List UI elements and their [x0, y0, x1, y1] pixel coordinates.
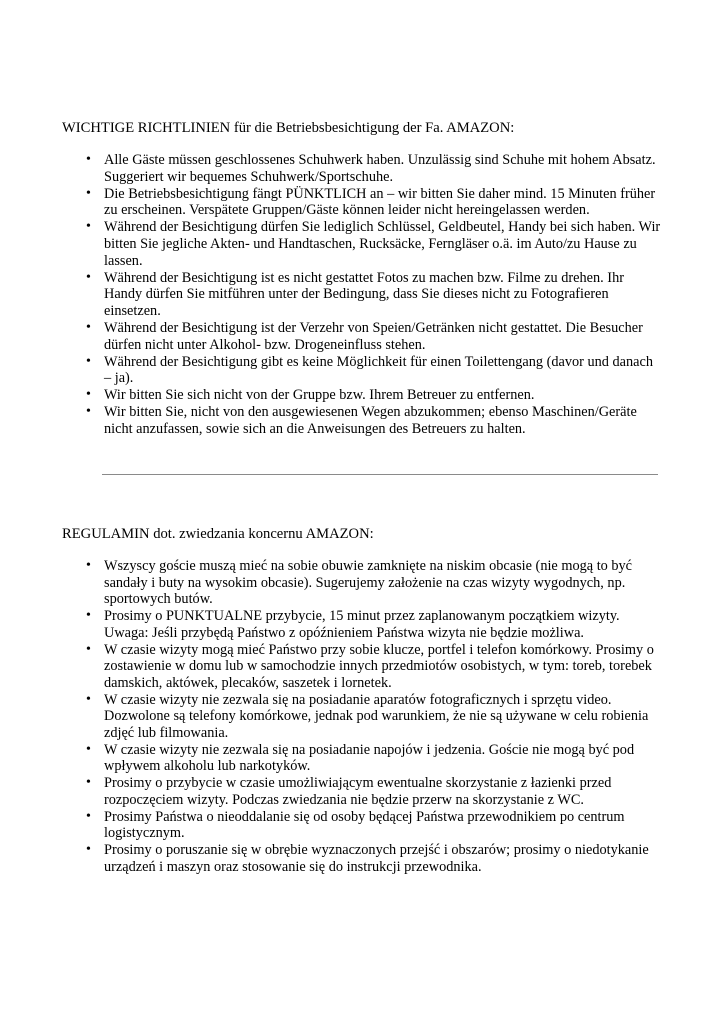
- german-rule-item: • Wir bitten Sie, nicht von den ausgewiesenen Wegen abzukommen; ebenso Maschinen/Geräte nicht anzufassen, sowie sich an die Anweisungen des Betreuers zu halten.: [104, 404, 662, 438]
- polish-regulations-title: REGULAMIN dot. zwiedzania koncernu AMAZON:: [62, 526, 374, 542]
- german-guidelines-list: [62, 152, 662, 438]
- polish-rule-item: • Prosimy o przybycie w czasie umożliwiającym ewentualne skorzystanie z łazienki przed rozpoczęciem wizyty. Podczas zwiedzania nie będzie przerw na skorzystanie z WC.: [104, 775, 662, 808]
- german-guidelines-section: [62, 120, 662, 438]
- polish-rule-item: • W czasie wizyty mogą mieć Państwo przy sobie klucze, portfel i telefon komórkowy. Prosimy o zostawienie w domu lub w samochodzie innych przedmiotów osobistych, w tym: toreb, torebek damskich, aktówek, plecaków, saszetek i lornetek.: [104, 642, 662, 692]
- german-rule-item: • Während der Besichtigung ist es nicht gestattet Fotos zu machen bzw. Filme zu drehen. Ihr Handy dürfen Sie mitführen unter der Bedingung, dass Sie dieses nicht zu Fotografieren einsetzen.: [104, 270, 662, 320]
- polish-rule-item: • Prosimy Państwa o nieoddalanie się od osoby będącej Państwa przewodnikiem po centrum logistycznym.: [104, 809, 662, 842]
- polish-rule-item: • W czasie wizyty nie zezwala się na posiadanie napojów i jedzenia. Goście nie mogą być pod wpływem alkoholu lub narkotyków.: [104, 742, 662, 775]
- polish-regulations-section: [62, 526, 662, 875]
- german-rule-item: • Während der Besichtigung gibt es keine Möglichkeit für einen Toilettengang (davor und danach – ja).: [104, 354, 662, 388]
- german-rule-item: • Die Betriebsbesichtigung fängt PÜNKTLICH an – wir bitten Sie daher mind. 15 Minuten früher zu erscheinen. Verspätete Gruppen/Gäste können leider nicht hereingelassen werden.: [104, 186, 662, 220]
- german-rule-item: • Wir bitten Sie sich nicht von der Gruppe bzw. Ihrem Betreuer zu entfernen.: [104, 387, 662, 404]
- polish-rule-item: • W czasie wizyty nie zezwala się na posiadanie aparatów fotograficznych i sprzętu video. Dozwolone są telefony komórkowe, jednak pod warunkiem, że nie są używane w celu robienia zdjęć lub filmowania.: [104, 692, 662, 742]
- german-guidelines-title: WICHTIGE RICHTLINIEN für die Betriebsbesichtigung der Fa. AMAZON:: [62, 120, 515, 136]
- polish-rule-item: • Prosimy o poruszanie się w obrębie wyznaczonych przejść i obszarów; prosimy o niedotykanie urządzeń i maszyn oraz stosowanie się do instrukcji przewodnika.: [104, 842, 662, 875]
- german-rule-item: • Während der Besichtigung dürfen Sie lediglich Schlüssel, Geldbeutel, Handy bei sich haben. Wir bitten Sie jegliche Akten- und Handtaschen, Rucksäcke, Ferngläser o.ä. im Auto/zu Hause zu lassen.: [104, 219, 662, 269]
- german-rule-item: • Alle Gäste müssen geschlossenes Schuhwerk haben. Unzulässig sind Schuhe mit hohem Absatz. Suggeriert wir bequemes Schuhwerk/Sportschuhe.: [104, 152, 662, 186]
- polish-rule-item: • Wszyscy goście muszą mieć na sobie obuwie zamknięte na niskim obcasie (nie mogą to być sandały i buty na wysokim obcasie). Sugerujemy założenie na czas wizyty wygodnych, np. sportowych butów.: [104, 558, 662, 608]
- section-divider: [102, 474, 658, 475]
- polish-rule-item: • Prosimy o PUNKTUALNE przybycie, 15 minut przez zaplanowanym początkiem wizyty. Uwaga: Jeśli przybędą Państwo z opóźnieniem Państwa wizyta nie będzie możliwa.: [104, 608, 662, 641]
- polish-regulations-list: [62, 558, 662, 875]
- german-rule-item: • Während der Besichtigung ist der Verzehr von Speien/Getränken nicht gestattet. Die Besucher dürfen nicht unter Alkohol- bzw. Drogeneinfluss stehen.: [104, 320, 662, 354]
